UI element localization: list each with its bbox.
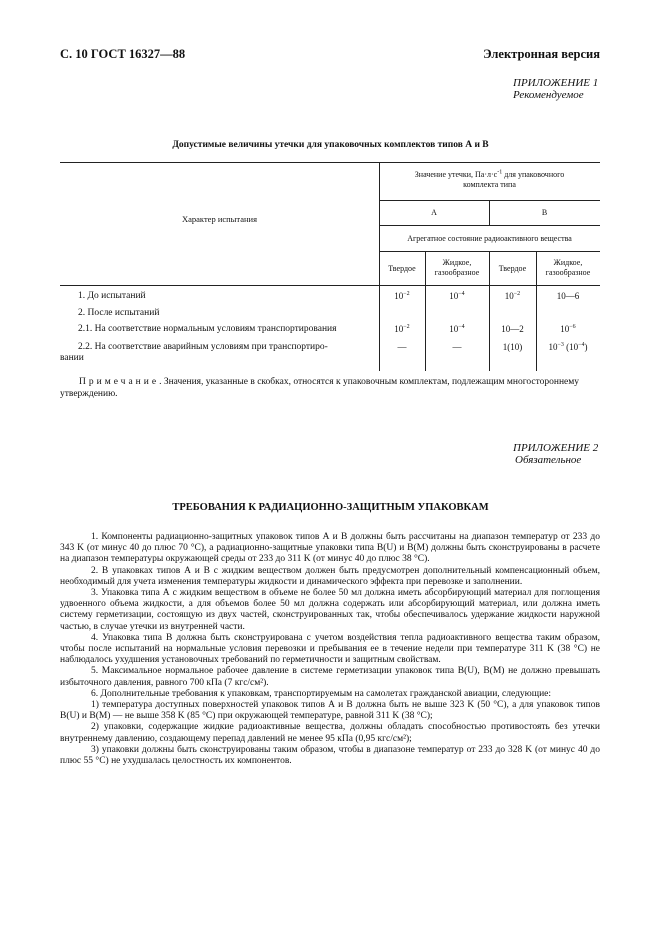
table-cell-a-solid: $10^{-2}$: [394, 291, 410, 301]
col-header-a-solid: Твердое: [388, 264, 416, 273]
appendix2-status: Обязательное: [515, 454, 582, 466]
table-title: Допустимые величины утечки для упаковочных комплектов типов А и В: [172, 140, 489, 150]
col-header-b-solid: Твердое: [498, 264, 527, 273]
table-cell-a-solid: $10^{-2}$: [394, 324, 410, 334]
appendix1-status: Рекомендуемое: [513, 89, 584, 101]
table-cell-a-liquid: $10^{-4}$: [449, 324, 465, 334]
note-text: . Значения, указанные в скобках, относятся к упаковочным комплектам, подлежащим многостороннему утверждению.: [60, 377, 580, 399]
appendix2-title: ПРИЛОЖЕНИЕ 2: [513, 442, 599, 454]
paragraph: 1) температура доступных поверхностей упаковок типов А и В должна быть не выше 323 K (50 °С), а для упаковок типов В(U) и В(М) — не выше 358 K (85 °С) при окружающей температуре, равной 311 K (38 °С);: [60, 700, 600, 722]
table-header-bottom-border: [60, 285, 600, 286]
note-label: Примечание: [79, 377, 160, 387]
requirements-body: [60, 532, 600, 767]
table-row-label: 2. После испытаний: [78, 308, 160, 318]
paragraph: 2) упаковки, содержащие жидкие радиоактивные вещества, должны обладать способностью противостоять без утечки внутреннему давлению, создающему перепад давлений не менее 95 кПа (0,95 кгс/см²);: [60, 722, 600, 744]
paragraph: 4. Упаковка типа В должна быть сконструирована с учетом воздействия тепла радиоактивного вещества таким образом, чтобы после испытаний на нормальные условия перевозки и пребывания ее в течение недели при температуре 311 K (38 °С) не наблюдалось ухудшения установочных требований по герметичности и защитным свойствам.: [60, 632, 600, 666]
paragraph: 6. Дополнительные требования к упаковкам, транспортируемым на самолетах гражданской авиации, следующие:: [91, 688, 552, 699]
col-header-leak-value: Значение утечки, $Па\cdot л\cdot с^{-1}$ для упаковочного комплекта типа: [414, 169, 565, 189]
paragraph: 3. Упаковка типа А с жидким веществом в объеме не более 50 мл должна иметь абсорбирующий материал для поглощения удвоенного объема жидкости, а для объемов более 50 мл должна содержать или абсорбирующий материал, или должна иметь систему герметизации, состоящую из двух частей, сконструированных так, чтобы обеспечивалось удержание жидкости наружной частью, в случае утечки из внутренней части.: [60, 588, 600, 632]
table-note: [60, 376, 604, 400]
table-row-label: 2.2. На соответствие аварийным условиям при транспортиро-: [78, 342, 328, 352]
table-cell-a-liquid: $10^{-4}$: [449, 291, 465, 301]
appendix1-title: ПРИЛОЖЕНИЕ 1: [513, 77, 599, 89]
paragraph: 5. Максимальное нормальное рабочее давление в системе герметизации упаковок типа В(U), В(М) не должно превышать избыточного давления, равного 700 кПа (7 кгс/см²).: [60, 666, 600, 688]
col-header-characteristic: Характер испытания: [182, 214, 257, 224]
table-row-label: 1. До испытаний: [78, 291, 146, 301]
table-hline: [379, 225, 600, 226]
table-cell-b-solid: $10^{-2}$: [504, 291, 521, 301]
table-top-border: [60, 162, 600, 163]
table-cell-a-liquid: —: [452, 342, 462, 352]
table-row-label-continuation: вании: [60, 353, 84, 363]
section-title: ТРЕБОВАНИЯ К РАДИАЦИОННО-ЗАЩИТНЫМ УПАКОВКАМ: [172, 502, 489, 513]
paragraph: 3) упаковки должны быть сконструированы таким образом, чтобы в диапазоне температур от 233 до 328 K (от минус 40 до плюс 55 °С) не ухудшалась целостность их компонентов.: [60, 744, 600, 767]
paragraph: 2. В упаковках типов А и В с жидким веществом должен быть предусмотрен дополнительный компенсационный объем, необходимый для учета изменения температуры жидкости и динамического эффекта при перевозке и заполнении.: [60, 565, 600, 587]
col-header-type-a: А: [431, 208, 437, 217]
table-cell-b-liquid: $10^{-3}$ $(10^{-4})$: [548, 342, 588, 352]
table-cell-b-solid: 1(10): [502, 342, 523, 352]
table-cell-b-liquid: 10—6: [556, 291, 580, 301]
table-cell-b-liquid: $10^{-6}$: [560, 324, 576, 334]
col-header-a-liquid: Жидкое, газообразное: [434, 258, 480, 277]
page-header-left: С. 10 ГОСТ 16327—88: [60, 47, 186, 61]
col-header-aggregate-state: Агрегатное состояние радиоактивного вещества: [407, 234, 572, 243]
col-header-b-liquid: Жидкое, газообразное: [545, 258, 591, 277]
table-row-label: 2.1. На соответствие нормальным условиям транспортирования: [78, 324, 337, 334]
col-header-type-b: В: [541, 208, 548, 217]
page-header-right: Электронная версия: [483, 47, 600, 61]
table-cell-a-solid: —: [397, 342, 407, 352]
paragraph: 1. Компоненты радиационно-защитных упаковок типов А и В должны быть рассчитаны на диапазон температур от 233 до 343 K (от минус 40 до плюс 70 °С), а радиационно-защитные упаковки типа В(U) и В(М) должны быть сконструированы в расчете на диапазон температуры окружающей среды от 233 до 311 K (от минус 40 до плюс 38 °С).: [60, 532, 600, 565]
table-cell-b-solid: 10—2: [501, 324, 524, 334]
